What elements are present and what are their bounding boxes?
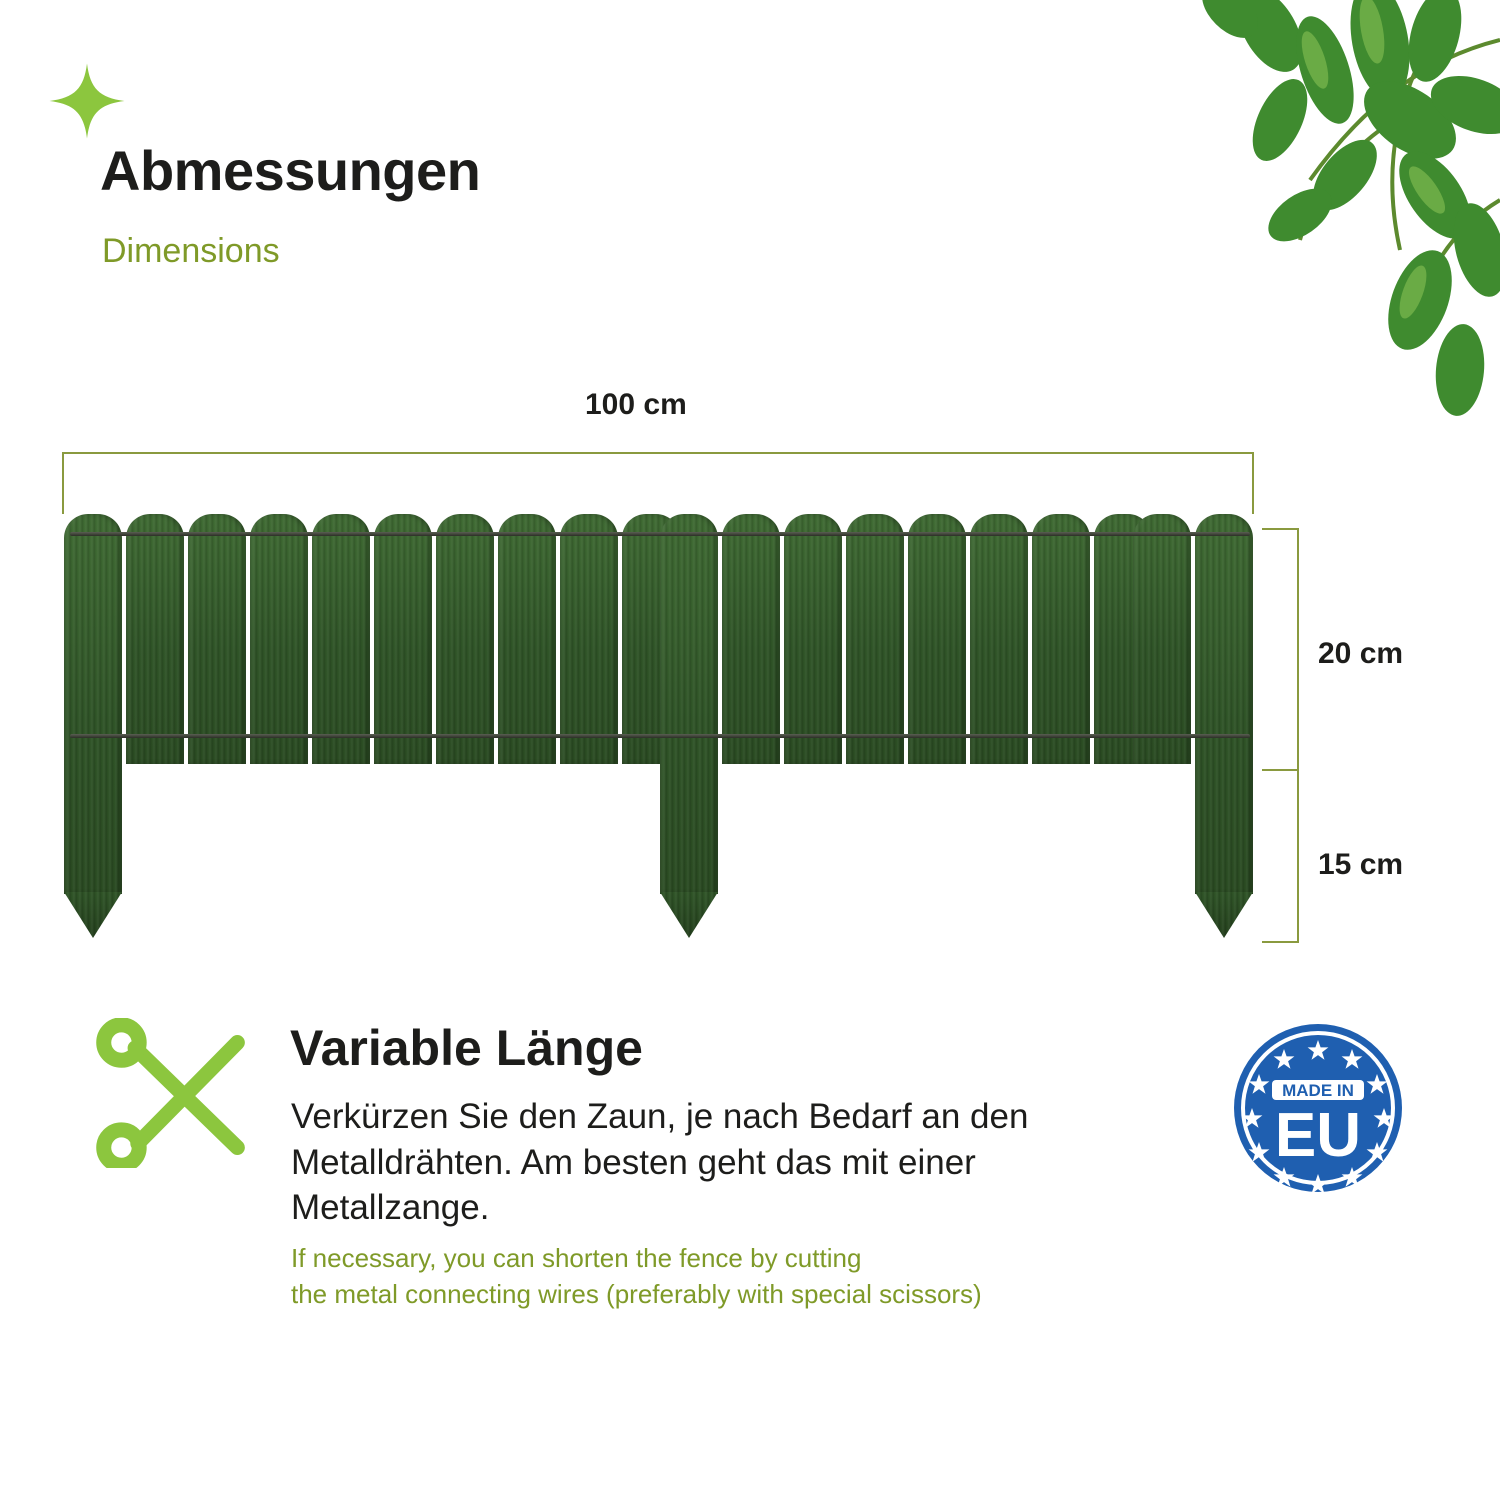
height-bracket-lower-line [1297, 771, 1299, 943]
width-bracket-left-tick [62, 452, 64, 514]
leaf-branch-decoration [980, 0, 1500, 470]
fence-plank [374, 514, 432, 764]
fence-plank [436, 514, 494, 764]
fence-plank [560, 514, 618, 764]
dimension-width-label: 100 cm [585, 388, 687, 421]
fence-plank [126, 514, 184, 764]
sparkle-icon [48, 62, 126, 140]
variable-length-title: Variable Länge [290, 1020, 643, 1076]
connecting-wire [70, 532, 1250, 536]
fence-plank [908, 514, 966, 764]
variable-length-body-en-line2: the metal connecting wires (preferably with special scissors) [291, 1279, 982, 1310]
made-in-eu-badge [1232, 1022, 1404, 1194]
fence-plank-stake [660, 514, 718, 894]
badge-text-main: EU [1274, 1101, 1362, 1170]
height-bracket-upper-line [1297, 528, 1299, 771]
scissors-icon [92, 1018, 260, 1168]
page-title: Abmessungen [100, 139, 481, 202]
variable-length-body-en-line1: If necessary, you can shorten the fence by cutting [291, 1243, 862, 1273]
fence-plank [1133, 514, 1191, 764]
fence-plank [784, 514, 842, 764]
fence-plank-stake [1195, 514, 1253, 894]
dimension-height-above-ground-label: 20 cm [1318, 637, 1404, 670]
fence-plank [312, 514, 370, 764]
fence-plank [250, 514, 308, 764]
fence-plank-stake [64, 514, 122, 894]
variable-length-body-de: Verkürzen Sie den Zaun, je nach Bedarf an den Metalldrähten. Am besten geht das mit einer Metallzange. [291, 1097, 1029, 1227]
fence-plank [1032, 514, 1090, 764]
fence-plank [970, 514, 1028, 764]
badge-text-top: MADE IN [1282, 1081, 1354, 1100]
page-subtitle: Dimensions [102, 232, 280, 270]
height-bracket-upper-top-tick [1262, 528, 1299, 530]
fence-illustration [60, 514, 1260, 944]
fence-plank [188, 514, 246, 764]
variable-length-body-en [291, 1240, 1221, 1313]
dimension-stake-length-label: 15 cm [1318, 848, 1404, 881]
height-bracket-upper-bottom-tick [1262, 769, 1299, 771]
height-bracket-lower-bottom-tick [1262, 941, 1299, 943]
fence-plank [846, 514, 904, 764]
width-bracket-line [62, 452, 1254, 454]
fence-plank [498, 514, 556, 764]
connecting-wire [70, 734, 1250, 738]
width-bracket-right-tick [1252, 452, 1254, 514]
fence-plank [722, 514, 780, 764]
